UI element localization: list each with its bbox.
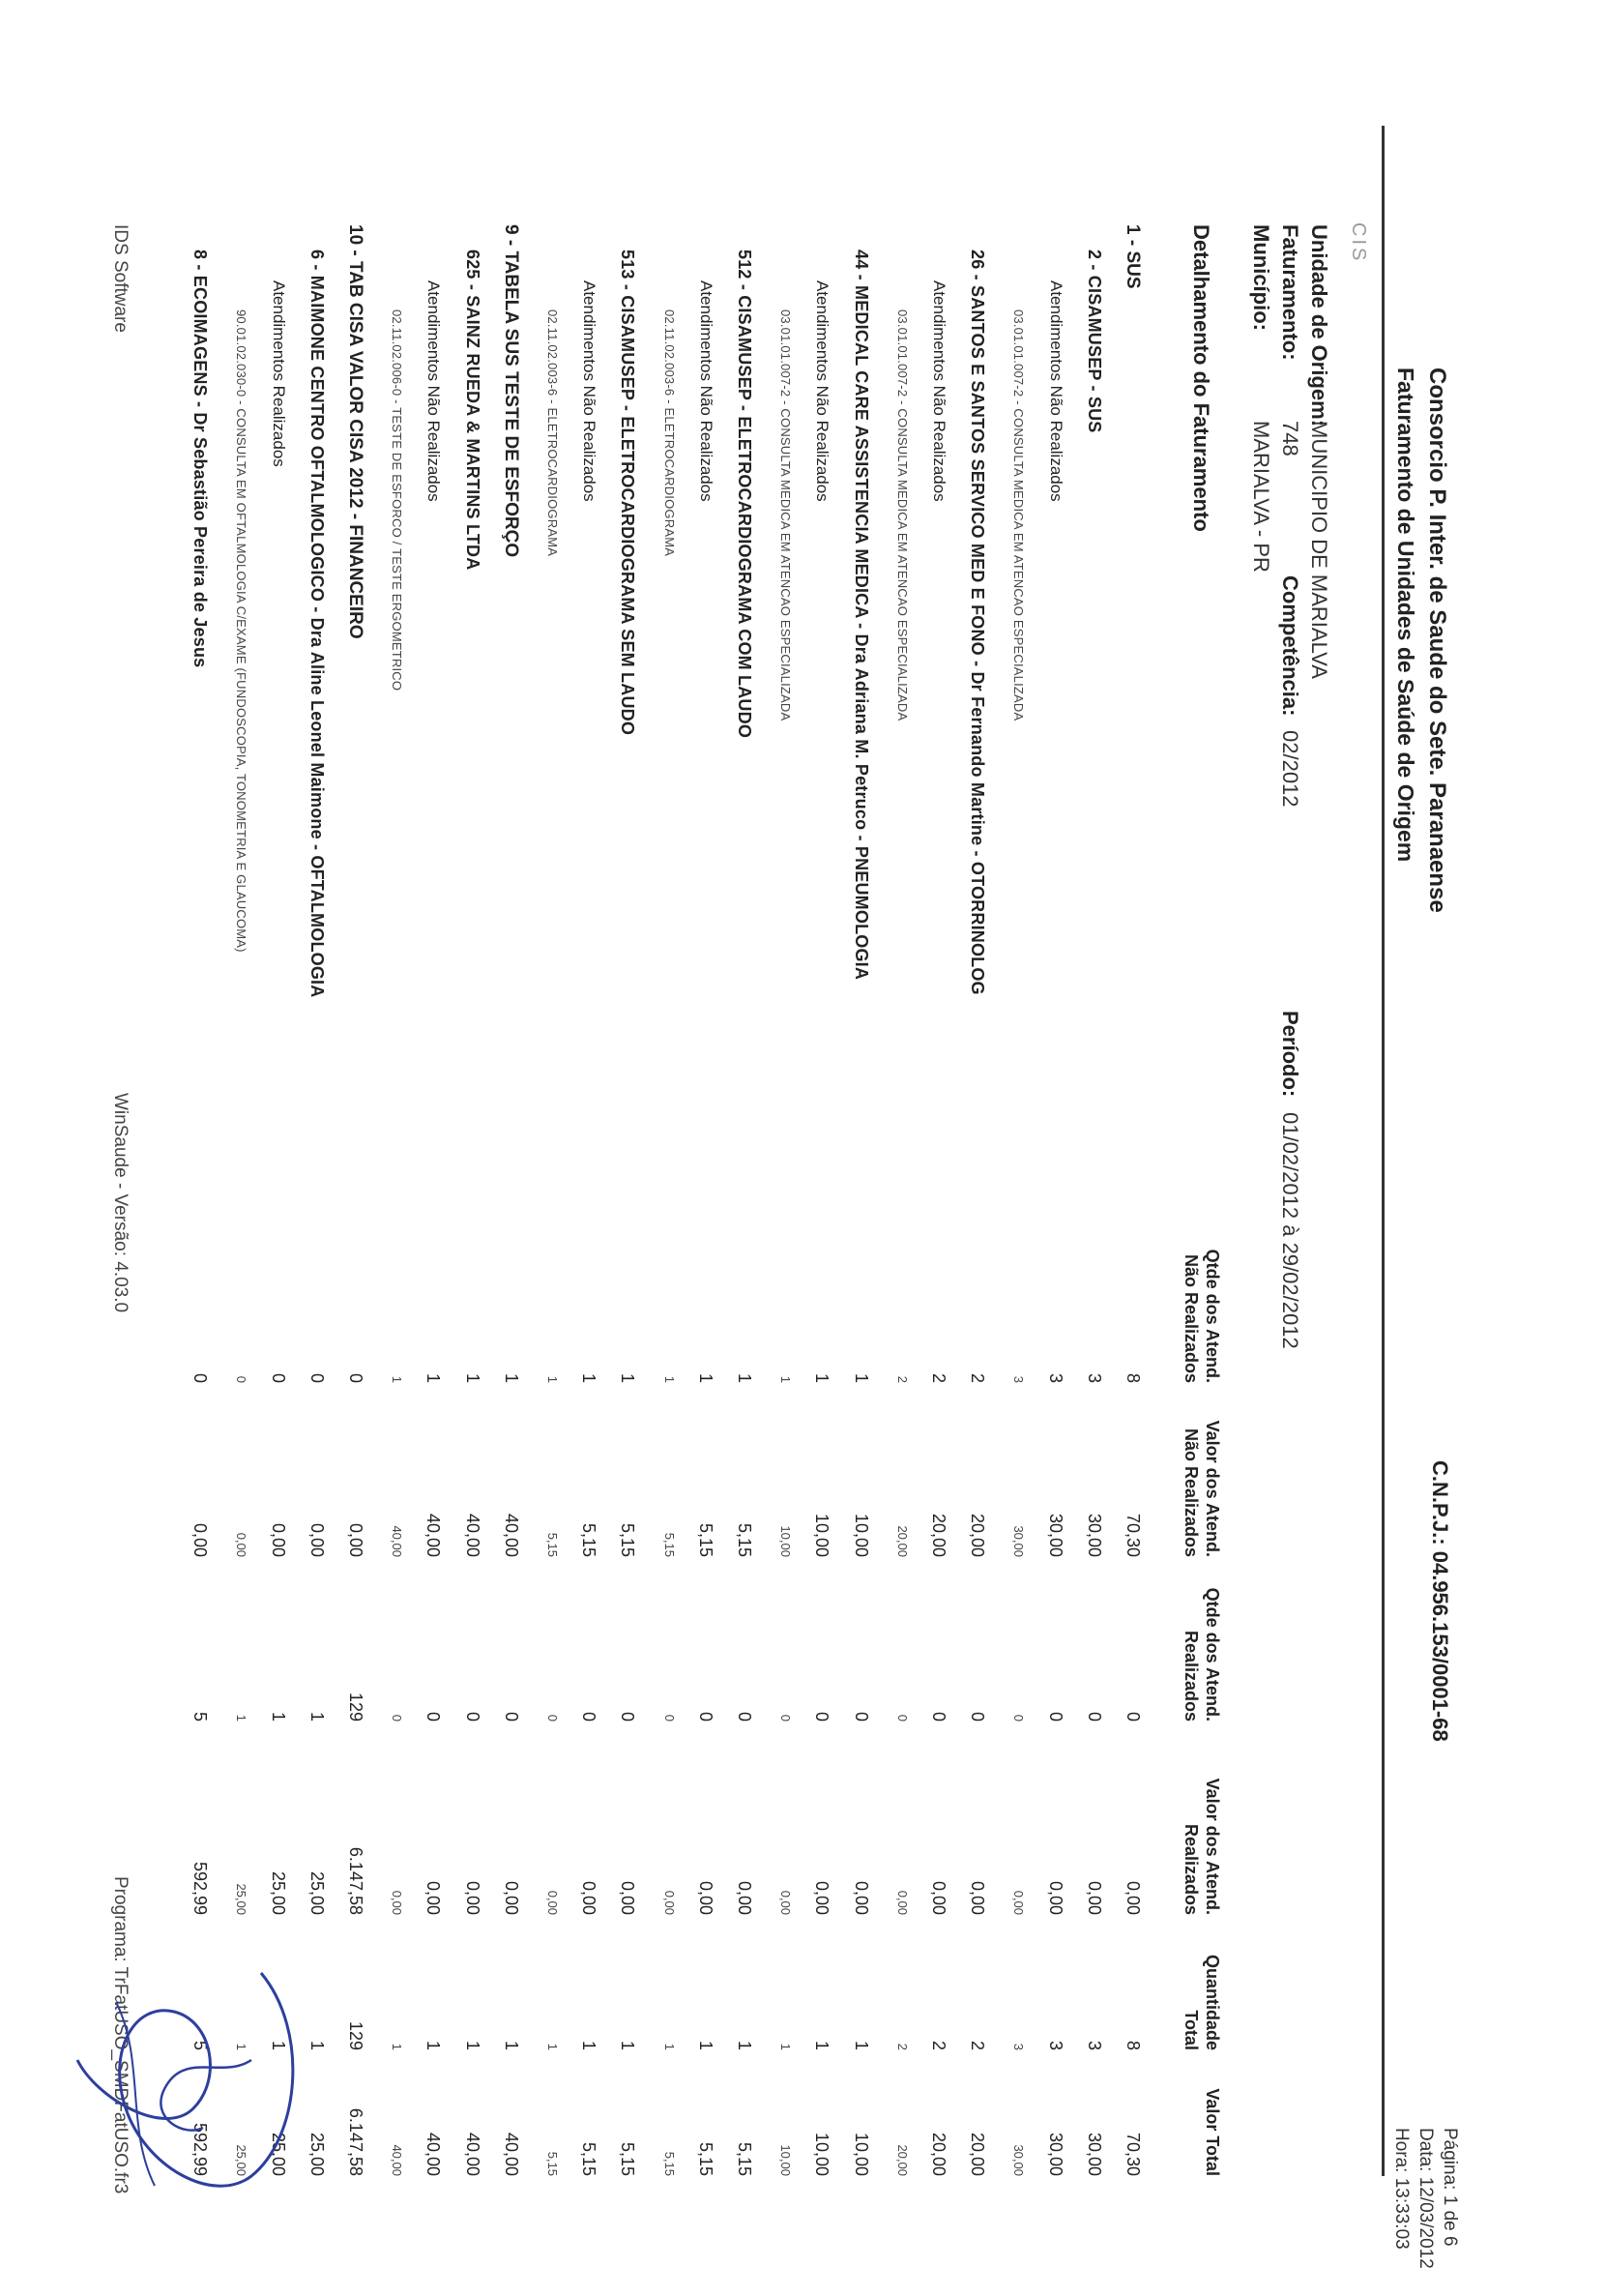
cell-vr: 0,00: [929, 1880, 948, 1915]
cell-qt: 1: [423, 2040, 444, 2050]
table-row: [598, 0, 637, 2296]
cell-vr: 0,00: [501, 1880, 521, 1915]
competencia-label: Competência:: [1278, 575, 1302, 717]
cell-qr: 0: [968, 1711, 988, 1722]
table-row: [482, 0, 521, 2296]
table-row: [948, 0, 987, 2296]
cell-vr: 0,00: [545, 1890, 560, 1915]
cell-qr: 1: [234, 1714, 249, 1722]
row-label: 513 - CISAMUSEP - ELETROCARDIOGRAMA SEM LAUDO: [618, 250, 638, 736]
row-label: Atendimentos Não Realizados: [1046, 280, 1065, 502]
row-label: 512 - CISAMUSEP - ELETROCARDIOGRAMA COM LAUDO: [735, 250, 754, 739]
cell-qnr: 3: [1011, 1375, 1027, 1383]
row-label: Atendimentos Não Realizados: [424, 280, 444, 502]
cell-qnr: 3: [1045, 1372, 1065, 1383]
periodo-label: Período:: [1278, 1011, 1302, 1098]
consortium-name: Consorcio P. Inter. de Saude do Sete. Paranaense: [1424, 368, 1450, 913]
cell-qr: 0: [390, 1714, 405, 1722]
cell-qnr: 1: [812, 1372, 832, 1383]
cell-qt: 3: [1045, 2040, 1065, 2050]
cell-vnr: 40,00: [501, 1513, 521, 1557]
footer-version: WinSaude - Versão: 4.03.0: [110, 1093, 131, 1313]
col-qtde-realizados-label: Qtde dos Atend. Realizados: [1182, 1587, 1222, 1722]
cell-vt: 20,00: [894, 2144, 910, 2176]
cell-qnr: 1: [695, 1372, 715, 1383]
cell-vr: 25,00: [268, 1870, 288, 1915]
table-row: [365, 0, 404, 2296]
cell-qt: 1: [695, 2040, 715, 2050]
cell-vnr: 10,00: [778, 1525, 794, 1557]
cell-vt: 10,00: [812, 2132, 832, 2176]
col-valor-realizados-label: Valor dos Atend. Realizados: [1182, 1778, 1222, 1915]
cell-vr: 6.147,58: [346, 1846, 365, 1915]
cell-vr: 0,00: [462, 1880, 482, 1915]
cell-qt: 2: [894, 2043, 910, 2050]
cell-vt: 25,00: [306, 2132, 327, 2176]
cell-vnr: 20,00: [894, 1525, 910, 1557]
page-number: Página: 1 de 6: [1440, 2128, 1460, 2247]
logo-stamp: CIS: [1348, 222, 1369, 264]
cell-qr: 0: [661, 1714, 677, 1722]
cell-qnr: 1: [423, 1372, 444, 1383]
cell-qt: 1: [234, 2043, 249, 2050]
row-label: Atendimentos Realizados: [269, 280, 288, 467]
cell-qt: 3: [1084, 2040, 1104, 2050]
table-row: [871, 0, 910, 2296]
cell-vr: 25,00: [306, 1870, 327, 1915]
table-row: [754, 0, 793, 2296]
row-label: 6 - MAIMONE CENTRO OFTALMOLOGICO - Dra Aline Leonel Maimone - OFTALMOLOGIA: [306, 250, 327, 998]
table-row: [444, 0, 482, 2296]
report-title: Faturamento de Unidades de Saúde de Origem: [1393, 368, 1418, 863]
cell-qt: 1: [268, 2040, 288, 2050]
cell-qnr: 0: [346, 1372, 365, 1383]
cell-vt: 20,00: [968, 2132, 988, 2176]
table-row: [987, 0, 1026, 2296]
table-row: [1027, 0, 1065, 2296]
cell-vnr: 5,15: [661, 1532, 677, 1557]
cell-vnr: 40,00: [462, 1513, 482, 1557]
periodo-value: 01/02/2012 à 29/02/2012: [1278, 1112, 1302, 1349]
cell-qt: 1: [390, 2043, 405, 2050]
faturamento-label: Faturamento:: [1278, 224, 1302, 361]
cell-vnr: 10,00: [812, 1513, 832, 1557]
cell-qr: 5: [190, 1711, 211, 1722]
cell-qt: 1: [501, 2040, 521, 2050]
cell-qr: 0: [501, 1711, 521, 1722]
col-valor-nao-realizados-label: Valor dos Atend. Não Realizados: [1182, 1420, 1222, 1557]
cell-qnr: 0: [268, 1372, 288, 1383]
table-row: [793, 0, 832, 2296]
cell-qr: 0: [1045, 1711, 1065, 1722]
cell-vt: 10,00: [851, 2132, 871, 2176]
cell-vnr: 40,00: [423, 1513, 444, 1557]
row-label: 8 - ECOIMAGENS - Dr Sebastião Pereira de Jesus: [190, 250, 211, 668]
col-valor-total-label: Valor Total: [1203, 2088, 1222, 2176]
cell-vnr: 5,15: [579, 1522, 599, 1557]
cell-qr: 0: [618, 1711, 638, 1722]
row-label: 02.11.02.003-6 - ELETROCARDIOGRAMA: [545, 309, 560, 557]
row-label: 44 - MEDICAL CARE ASSISTENCIA MEDICA - Dra Adriana M. Petruco - PNEUMOLOGIA: [851, 250, 871, 981]
cell-vt: 70,30: [1124, 2132, 1143, 2176]
cell-vnr: 5,15: [695, 1522, 715, 1557]
cell-qt: 3: [1011, 2043, 1027, 2050]
cell-qr: 0: [1011, 1714, 1027, 1722]
cell-qr: 1: [268, 1711, 288, 1722]
cell-qr: 129: [346, 1692, 365, 1722]
cell-qnr: 2: [968, 1372, 988, 1383]
col-qtde-realizados: [1181, 1576, 1223, 1722]
cell-vnr: 5,15: [735, 1522, 754, 1557]
cell-qt: 2: [968, 2040, 988, 2050]
table-row: [1065, 0, 1104, 2296]
cell-qt: 1: [735, 2040, 754, 2050]
report-time: Hora: 13:33:03: [1391, 2128, 1412, 2250]
cell-qnr: 1: [735, 1372, 754, 1383]
cell-qnr: 1: [462, 1372, 482, 1383]
cell-qr: 0: [1084, 1711, 1104, 1722]
cell-vt: 592,99: [190, 2122, 211, 2176]
cell-qr: 0: [545, 1714, 560, 1722]
competencia-value: 02/2012: [1278, 730, 1302, 808]
cell-qnr: 1: [851, 1372, 871, 1383]
cell-vt: 5,15: [735, 2141, 754, 2176]
unidade-label: Unidade de Origem:: [1307, 224, 1331, 427]
cell-vr: 0,00: [812, 1880, 832, 1915]
col-qtde-nao-realizados-label: Qtde dos Atend. Não Realizados: [1182, 1249, 1222, 1383]
table-row: [560, 0, 598, 2296]
cell-vr: 0,00: [735, 1880, 754, 1915]
cell-vr: 0,00: [778, 1890, 794, 1915]
cell-vr: 0,00: [579, 1880, 599, 1915]
table-row: [638, 0, 677, 2296]
cell-vr: 0,00: [1011, 1890, 1027, 1915]
cell-vt: 40,00: [462, 2132, 482, 2176]
cell-vnr: 0,00: [306, 1522, 327, 1557]
cell-vt: 5,15: [661, 2151, 677, 2176]
table-row: [327, 0, 365, 2296]
col-quantidade-total-label: Quantidade Total: [1182, 1954, 1222, 2050]
cell-qr: 0: [778, 1714, 794, 1722]
row-label: 90.01.02.030-0 - CONSULTA EM OFTALMOLOGIA C/EXAME (FUNDOSCOPIA, TONOMETRIA E GLAUCOMA): [234, 309, 249, 953]
row-label: 02.11.02.006-0 - TESTE DE ESFORCO / TESTE ERGOMETRICO: [390, 309, 405, 692]
cell-vnr: 0,00: [234, 1532, 249, 1557]
row-label: Atendimentos Não Realizados: [696, 280, 715, 502]
cell-qr: 0: [812, 1711, 832, 1722]
cell-vnr: 70,30: [1124, 1513, 1143, 1557]
cell-qnr: 1: [545, 1375, 560, 1383]
row-label: 2 - CISAMUSEP - SUS: [1084, 250, 1104, 433]
cell-qr: 0: [579, 1711, 599, 1722]
cell-qt: 1: [306, 2040, 327, 2050]
cell-vr: 0,00: [423, 1880, 444, 1915]
cell-qr: 0: [1124, 1711, 1143, 1722]
cell-qr: 0: [851, 1711, 871, 1722]
cell-qr: 0: [894, 1714, 910, 1722]
cell-vr: 0,00: [894, 1890, 910, 1915]
table-row: [715, 0, 754, 2296]
cell-vr: 592,99: [190, 1861, 211, 1915]
handwritten-signature: [68, 1944, 319, 2215]
cell-vt: 30,00: [1084, 2132, 1104, 2176]
cell-vnr: 0,00: [190, 1522, 211, 1557]
cell-qnr: 1: [778, 1375, 794, 1383]
cnpj: C.N.P.J.: 04.956.153/0001-68: [1428, 1460, 1452, 1742]
cell-vnr: 0,00: [268, 1522, 288, 1557]
cell-qnr: 1: [501, 1372, 521, 1383]
table-row: [677, 0, 715, 2296]
cell-vt: 5,15: [695, 2141, 715, 2176]
cell-vr: 0,00: [1045, 1880, 1065, 1915]
col-valor-total: [1202, 2070, 1223, 2176]
cell-vr: 0,00: [851, 1880, 871, 1915]
section-title: Detalhamento do Faturamento: [1189, 224, 1213, 532]
cell-qt: 1: [661, 2043, 677, 2050]
cell-vr: 0,00: [1124, 1880, 1143, 1915]
cell-qnr: 8: [1124, 1372, 1143, 1383]
cell-vt: 25,00: [234, 2144, 249, 2176]
cell-qnr: 3: [1084, 1372, 1104, 1383]
cell-vnr: 30,00: [1045, 1513, 1065, 1557]
municipio-label: Município:: [1249, 224, 1273, 331]
report-date: Data: 12/03/2012: [1415, 2128, 1436, 2269]
cell-qt: 5: [190, 2040, 211, 2050]
row-label: 03.01.01.007-2 - CONSULTA MEDICA EM ATENCAO ESPECIALIZADA: [778, 309, 794, 721]
row-label: 10 - TAB CISA VALOR CISA 2012 - FINANCEIRO: [345, 224, 365, 639]
cell-vnr: 5,15: [545, 1532, 560, 1557]
cell-qt: 129: [346, 2020, 365, 2050]
cell-qnr: 0: [234, 1375, 249, 1383]
col-valor-realizados: [1181, 1760, 1223, 1915]
cell-vt: 40,00: [423, 2132, 444, 2176]
cell-qr: 1: [306, 1711, 327, 1722]
row-label: 1 - SUS: [1123, 224, 1143, 289]
cell-vr: 25,00: [234, 1883, 249, 1915]
cell-qnr: 1: [579, 1372, 599, 1383]
table-row: [910, 0, 948, 2296]
cell-qnr: 2: [929, 1372, 948, 1383]
cell-qnr: 1: [618, 1372, 638, 1383]
cell-qt: 1: [462, 2040, 482, 2050]
cell-qt: 1: [545, 2043, 560, 2050]
cell-vnr: 40,00: [390, 1525, 405, 1557]
cell-qr: 0: [929, 1711, 948, 1722]
row-label: Atendimentos Não Realizados: [930, 280, 948, 502]
table-row: [521, 0, 560, 2296]
row-label: 9 - TABELA SUS TESTE DE ESFORÇO: [500, 224, 521, 558]
cell-vnr: 0,00: [346, 1522, 365, 1557]
cell-vt: 40,00: [501, 2132, 521, 2176]
cell-vt: 10,00: [778, 2144, 794, 2176]
cell-qnr: 0: [306, 1372, 327, 1383]
cell-vr: 0,00: [968, 1880, 988, 1915]
row-label: 03.01.01.007-2 - CONSULTA MEDICA EM ATENCAO ESPECIALIZADA: [1011, 309, 1027, 721]
col-qtde-nao-realizados: [1181, 1219, 1223, 1383]
cell-qt: 8: [1124, 2040, 1143, 2050]
cell-vt: 30,00: [1045, 2132, 1065, 2176]
cell-vr: 0,00: [1084, 1880, 1104, 1915]
row-label: Atendimentos Não Realizados: [580, 280, 599, 502]
table-row: [404, 0, 443, 2296]
cell-vr: 0,00: [618, 1880, 638, 1915]
cell-qt: 1: [812, 2040, 832, 2050]
cell-qnr: 0: [190, 1372, 211, 1383]
cell-vnr: 30,00: [1084, 1513, 1104, 1557]
header-top-rule: [1382, 126, 1385, 2176]
unidade-value: MUNICIPIO DE MARIALVA: [1307, 421, 1331, 679]
cell-qnr: 1: [390, 1375, 405, 1383]
cell-qnr: 1: [661, 1375, 677, 1383]
table-row: [1104, 0, 1143, 2296]
cell-vnr: 30,00: [1011, 1525, 1027, 1557]
row-label: 03.01.01.007-2 - CONSULTA MEDICA EM ATENCAO ESPECIALIZADA: [894, 309, 910, 721]
cell-vt: 5,15: [545, 2151, 560, 2176]
cell-qt: 2: [929, 2040, 948, 2050]
cell-qr: 0: [695, 1711, 715, 1722]
cell-qr: 0: [462, 1711, 482, 1722]
footer-software: IDS Software: [110, 224, 131, 333]
cell-vt: 5,15: [579, 2141, 599, 2176]
cell-vr: 0,00: [661, 1890, 677, 1915]
cell-qr: 0: [423, 1711, 444, 1722]
cell-qnr: 2: [894, 1375, 910, 1383]
col-valor-nao-realizados: [1181, 1393, 1223, 1557]
cell-vnr: 20,00: [929, 1513, 948, 1557]
row-label: 26 - SANTOS E SANTOS SERVICO MED E FONO - Dr Fernando Martine - OTORRINOLOG: [968, 250, 988, 995]
row-label: Atendimentos Não Realizados: [813, 280, 832, 502]
col-quantidade-total: [1181, 1925, 1223, 2050]
cell-vnr: 20,00: [968, 1513, 988, 1557]
cell-vnr: 10,00: [851, 1513, 871, 1557]
row-label: 02.11.02.003-6 - ELETROCARDIOGRAMA: [661, 309, 677, 557]
cell-vt: 6.147,58: [346, 2107, 365, 2176]
cell-qr: 0: [735, 1711, 754, 1722]
cell-vr: 0,00: [695, 1880, 715, 1915]
cell-vnr: 5,15: [618, 1522, 638, 1557]
table-row: [832, 0, 871, 2296]
cell-vt: 20,00: [929, 2132, 948, 2176]
row-label: 625 - SAINZ RUEDA & MARTINS LTDA: [462, 250, 482, 571]
cell-vt: 5,15: [618, 2141, 638, 2176]
cell-qt: 1: [778, 2043, 794, 2050]
cell-vt: 25,00: [268, 2132, 288, 2176]
faturamento-value: 748: [1278, 421, 1302, 456]
cell-vt: 30,00: [1011, 2144, 1027, 2176]
cell-vt: 40,00: [390, 2144, 405, 2176]
cell-qt: 1: [851, 2040, 871, 2050]
cell-qt: 1: [579, 2040, 599, 2050]
footer-program: Programa: TrFatUSO_SMDFatUSO.fr3: [110, 1876, 131, 2194]
cell-vr: 0,00: [390, 1890, 405, 1915]
municipio-value: MARIALVA - PR: [1249, 421, 1273, 573]
cell-qt: 1: [618, 2040, 638, 2050]
